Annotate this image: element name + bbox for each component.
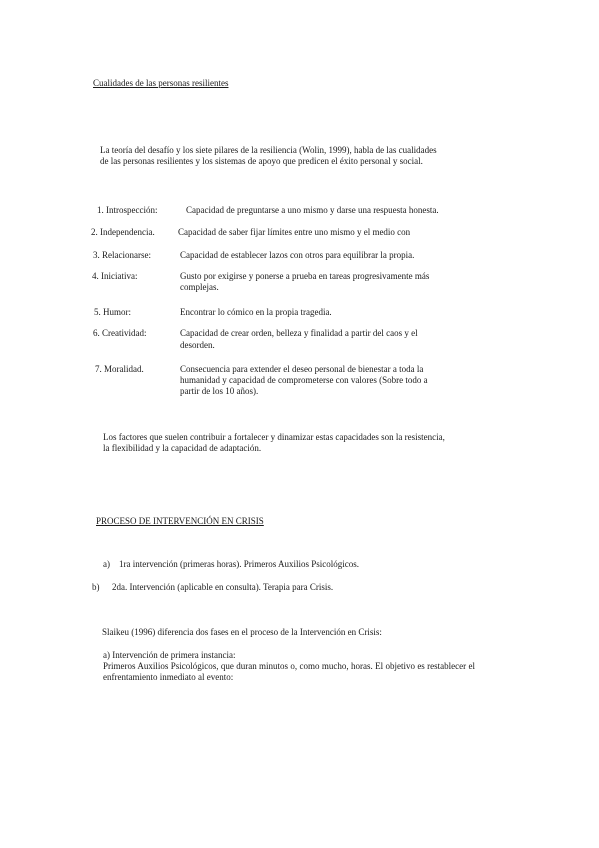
- quality-term: 2. Independencia.: [91, 227, 155, 237]
- section-title-cualidades: Cualidades de las personas resilientes: [93, 78, 229, 88]
- quality-term: 5. Humor:: [94, 307, 131, 317]
- quality-description: Encontrar lo cómico en la propia tragedia.: [180, 307, 332, 317]
- list-item-text: 1ra intervención (primeras horas). Primeros Auxilios Psicológicos.: [119, 559, 359, 569]
- factors-paragraph-line-2: la flexibilidad y la capacidad de adaptación.: [103, 443, 262, 453]
- slaikeu-paragraph: Slaikeu (1996) diferencia dos fases en el proceso de la Intervención en Crisis:: [102, 627, 382, 637]
- factors-paragraph-line-1: Los factores que suelen contribuir a fortalecer y dinamizar estas capacidades son la resistencia,: [103, 432, 445, 442]
- quality-term: 1. Introspección:: [97, 205, 158, 215]
- quality-description: Consecuencia para extender el deseo personal de bienestar a toda la: [180, 364, 424, 374]
- quality-description: Capacidad de preguntarse a uno mismo y darse una respuesta honesta.: [186, 205, 439, 215]
- quality-description: humanidad y capacidad de comprometerse con valores (Sobre todo a: [180, 375, 428, 385]
- phase-a-paragraph: Primeros Auxilios Psicológicos, que duran minutos o, como mucho, horas. El objetivo es restablecer el enfrentamiento inmediato al evento:: [103, 661, 475, 682]
- quality-description: Capacidad de crear orden, belleza y finalidad a partir del caos y el: [180, 328, 418, 338]
- quality-term: 3. Relacionarse:: [93, 250, 151, 260]
- intro-paragraph-line-1: La teoría del desafío y los siete pilares de la resiliencia (Wolin, 1999), habla de las cualidades: [100, 145, 437, 155]
- quality-description: Capacidad de saber fijar límites entre uno mismo y el medio con: [178, 227, 411, 237]
- quality-term: 6. Creatividad:: [93, 328, 147, 338]
- quality-description: desorden.: [180, 340, 215, 350]
- quality-description: Capacidad de establecer lazos con otros para equilibrar la propia.: [180, 250, 415, 260]
- quality-description: Gusto por exigirse y ponerse a prueba en tareas progresivamente más: [180, 271, 430, 281]
- section-title-proceso: PROCESO DE INTERVENCIÓN EN CRISIS: [96, 516, 264, 526]
- quality-description: partir de los 10 años).: [180, 386, 259, 396]
- list-marker: a): [103, 559, 110, 569]
- quality-term: 7. Moralidad.: [95, 364, 144, 374]
- intro-paragraph-line-2: de las personas resilientes y los sistemas de apoyo que predicen el éxito personal y social.: [100, 156, 423, 166]
- phase-a-title: a) Intervención de primera instancia:: [103, 650, 236, 660]
- quality-description: complejas.: [180, 282, 219, 292]
- list-item-text: 2da. Intervención (aplicable en consulta). Terapia para Crisis.: [112, 582, 334, 592]
- quality-term: 4. Iniciativa:: [92, 271, 138, 281]
- list-marker: b): [92, 582, 100, 592]
